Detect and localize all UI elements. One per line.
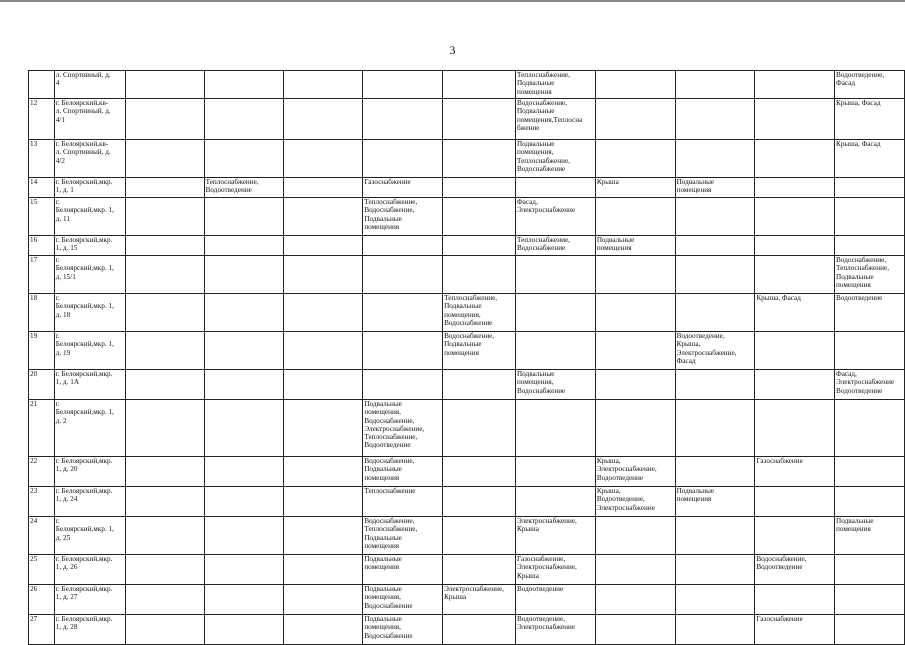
- schedule-cell: [204, 71, 284, 99]
- schedule-cell: [675, 256, 755, 294]
- schedule-cell: [515, 99, 595, 140]
- schedule-cell: [125, 198, 204, 236]
- work-types-text: Подвальные помещения, Водоснабжение, Электроснабжение, Теплоснабжение, Водоотведение: [364, 400, 425, 450]
- work-types-text: Газоснабжение: [756, 457, 803, 465]
- schedule-cell: [755, 370, 835, 400]
- schedule-cell: [675, 615, 755, 645]
- work-types-text: Крыша, Водоотведение, Электроснабжение: [596, 487, 655, 512]
- schedule-cell: [835, 487, 905, 517]
- schedule-cell: [515, 294, 595, 332]
- address-cell: [54, 332, 125, 370]
- table-row: [29, 236, 905, 256]
- work-types-text: Газоснабжение: [756, 615, 803, 623]
- schedule-cell: [284, 370, 363, 400]
- schedule-cell: [835, 99, 905, 140]
- row-number: [29, 370, 55, 400]
- schedule-cell: [515, 517, 595, 555]
- schedule-cell: [125, 585, 204, 615]
- row-number: [29, 256, 55, 294]
- row-number: [29, 555, 55, 585]
- schedule-cell: [515, 332, 595, 370]
- address-cell: [54, 400, 125, 457]
- schedule-cell: [363, 71, 443, 99]
- schedule-cell: [755, 400, 835, 457]
- schedule-cell: [363, 140, 443, 178]
- schedule-cell: [595, 370, 675, 400]
- schedule-cell: [443, 294, 516, 332]
- schedule-cell: [595, 585, 675, 615]
- schedule-cell: [125, 256, 204, 294]
- schedule-cell: [443, 71, 516, 99]
- table-row: [29, 555, 905, 585]
- schedule-cell: [204, 236, 284, 256]
- schedule-cell: [204, 400, 284, 457]
- row-number-text: 16: [30, 236, 38, 244]
- row-number: [29, 400, 55, 457]
- schedule-cell: [835, 555, 905, 585]
- address-cell: [54, 517, 125, 555]
- work-types-text: Газоснабжение, Электроснабжение, Крыша: [516, 555, 577, 580]
- schedule-cell: [204, 370, 284, 400]
- schedule-cell: [515, 487, 595, 517]
- work-types-text: Водоснабжение, Водоотведение: [756, 555, 807, 572]
- table-row: [29, 198, 905, 236]
- overhaul-schedule-table: [28, 70, 905, 645]
- work-types-text: Подвальные помещения, Водоснабжение: [516, 370, 566, 395]
- work-types-text: Теплоснабжение, Подвальные помещения, Водоснабжение: [444, 294, 498, 327]
- schedule-cell: [125, 457, 204, 487]
- work-types-text: Водоснабжение, Подвальные помещения: [364, 457, 415, 482]
- table-row: [29, 585, 905, 615]
- row-number-text: 21: [30, 400, 38, 408]
- schedule-cell: [363, 370, 443, 400]
- work-types-text: Водоотведение: [516, 585, 564, 593]
- schedule-cell: [443, 198, 516, 236]
- schedule-cell: [284, 294, 363, 332]
- row-number: [29, 140, 55, 178]
- schedule-cell: [125, 517, 204, 555]
- schedule-cell: [755, 294, 835, 332]
- schedule-cell: [835, 140, 905, 178]
- schedule-cell: [835, 71, 905, 99]
- work-types-text: Подвальные помещения: [364, 555, 402, 572]
- schedule-cell: [284, 99, 363, 140]
- schedule-cell: [204, 457, 284, 487]
- schedule-cell: [443, 178, 516, 198]
- schedule-cell: [515, 457, 595, 487]
- address-cell: [54, 140, 125, 178]
- row-number: [29, 615, 55, 645]
- row-number-text: 26: [30, 585, 38, 593]
- address-cell: [54, 256, 125, 294]
- schedule-cell: [515, 400, 595, 457]
- schedule-cell: [675, 99, 755, 140]
- address-cell: [54, 71, 125, 99]
- schedule-cell: [204, 487, 284, 517]
- schedule-cell: [515, 71, 595, 99]
- work-types-text: Подвальные помещения, Теплоснабжение, Водоснабжение: [516, 140, 570, 173]
- schedule-cell: [443, 332, 516, 370]
- address-cell: [54, 585, 125, 615]
- schedule-cell: [675, 294, 755, 332]
- schedule-cell: [595, 332, 675, 370]
- schedule-cell: [835, 332, 905, 370]
- schedule-cell: [363, 256, 443, 294]
- work-types-text: Водоотведение: [836, 294, 883, 302]
- row-number: [29, 457, 55, 487]
- schedule-cell: [755, 555, 835, 585]
- schedule-cell: [363, 236, 443, 256]
- schedule-cell: [443, 457, 516, 487]
- schedule-cell: [595, 615, 675, 645]
- schedule-cell: [595, 256, 675, 294]
- address-text: г. Белоярский,мкр. 1, д. 15: [55, 236, 113, 253]
- schedule-cell: [125, 332, 204, 370]
- schedule-cell: [443, 487, 516, 517]
- schedule-cell: [443, 585, 516, 615]
- schedule-cell: [363, 585, 443, 615]
- schedule-cell: [204, 332, 284, 370]
- schedule-cell: [835, 370, 905, 400]
- schedule-cell: [443, 99, 516, 140]
- address-text: г. Белоярский,мкр. 1, д. 2: [55, 400, 114, 425]
- schedule-cell: [675, 555, 755, 585]
- table-row: [29, 370, 905, 400]
- schedule-cell: [125, 140, 204, 178]
- schedule-cell: [284, 71, 363, 99]
- address-text: г. Белоярский,мкр. 1, д. 19: [55, 332, 114, 357]
- row-number: [29, 294, 55, 332]
- address-text: г. Белоярский,мкр. 1, д. 15/1: [55, 256, 114, 281]
- work-types-text: Теплоснабжение, Водоотведение: [205, 178, 259, 195]
- row-number: [29, 99, 55, 140]
- row-number: [29, 585, 55, 615]
- schedule-cell: [675, 400, 755, 457]
- schedule-cell: [755, 198, 835, 236]
- schedule-cell: [595, 140, 675, 178]
- row-number: [29, 236, 55, 256]
- address-cell: [54, 236, 125, 256]
- schedule-cell: [835, 400, 905, 457]
- schedule-cell: [515, 140, 595, 178]
- schedule-cell: [755, 457, 835, 487]
- schedule-cell: [204, 555, 284, 585]
- row-number-text: 17: [30, 256, 38, 264]
- schedule-cell: [125, 99, 204, 140]
- work-types-text: Теплоснабжение, Водоснабжение, Подвальные помещения: [364, 198, 418, 231]
- table-row: [29, 487, 905, 517]
- address-cell: [54, 370, 125, 400]
- row-number-text: 22: [30, 457, 38, 465]
- schedule-cell: [443, 140, 516, 178]
- work-types-text: Теплоснабжение, Водоснабжение: [516, 236, 570, 253]
- schedule-cell: [755, 140, 835, 178]
- row-number: [29, 517, 55, 555]
- row-number-text: 25: [30, 555, 38, 563]
- schedule-cell: [755, 178, 835, 198]
- address-text: г. Белоярский,мкр. 1, д. 28: [55, 615, 113, 632]
- work-types-text: Крыша, Электроснабжение, Водоотведение: [596, 457, 657, 482]
- schedule-cell: [595, 517, 675, 555]
- table-row: [29, 140, 905, 178]
- schedule-cell: [835, 256, 905, 294]
- address-text: л. Спортивный, д. 4: [55, 71, 111, 88]
- schedule-cell: [284, 555, 363, 585]
- schedule-cell: [363, 517, 443, 555]
- schedule-cell: [515, 615, 595, 645]
- work-types-text: Теплоснабжение, Подвальные помещения: [516, 71, 570, 96]
- row-number: [29, 198, 55, 236]
- work-types-text: Водоснабжение, Теплоснабжение, Подвальные помещения: [364, 517, 418, 550]
- schedule-cell: [515, 178, 595, 198]
- table-row: [29, 294, 905, 332]
- work-types-text: Водоснабжение, Подвальные помещения: [444, 332, 495, 357]
- table-row: [29, 99, 905, 140]
- schedule-cell: [755, 585, 835, 615]
- schedule-cell: [204, 198, 284, 236]
- work-types-text: Подвальные помещения: [596, 236, 635, 253]
- schedule-cell: [755, 236, 835, 256]
- schedule-cell: [204, 517, 284, 555]
- work-types-text: Водоотведение, Крыша, Электроснабжение, Фасад: [676, 332, 737, 365]
- schedule-cell: [125, 294, 204, 332]
- work-types-text: Крыша: [596, 178, 619, 186]
- schedule-cell: [835, 517, 905, 555]
- schedule-cell: [755, 615, 835, 645]
- work-types-text: Подвальные помещения: [676, 178, 715, 195]
- schedule-cell: [363, 99, 443, 140]
- work-types-text: Подвальные помещения: [836, 517, 874, 534]
- address-cell: [54, 487, 125, 517]
- schedule-cell: [595, 400, 675, 457]
- schedule-cell: [125, 178, 204, 198]
- schedule-cell: [515, 198, 595, 236]
- row-number-text: 18: [30, 294, 38, 302]
- schedule-cell: [515, 256, 595, 294]
- schedule-cell: [363, 400, 443, 457]
- schedule-cell: [363, 487, 443, 517]
- schedule-cell: [595, 487, 675, 517]
- work-types-text: Фасад, Электроснабжение: [516, 198, 576, 215]
- schedule-cell: [675, 236, 755, 256]
- table-row: [29, 332, 905, 370]
- address-text: г. Белоярский,мкр. 1, д. 1А: [55, 370, 113, 387]
- schedule-cell: [755, 99, 835, 140]
- schedule-cell: [755, 517, 835, 555]
- schedule-cell: [595, 71, 675, 99]
- work-types-text: Крыша, Фасад: [756, 294, 801, 302]
- schedule-cell: [755, 487, 835, 517]
- schedule-cell: [363, 198, 443, 236]
- schedule-cell: [675, 140, 755, 178]
- schedule-cell: [443, 555, 516, 585]
- schedule-cell: [443, 615, 516, 645]
- schedule-cell: [284, 178, 363, 198]
- schedule-cell: [125, 555, 204, 585]
- address-text: г. Белоярский,мкр. 1, д. 18: [55, 294, 114, 319]
- schedule-cell: [595, 236, 675, 256]
- schedule-cell: [675, 487, 755, 517]
- address-text: г. Белоярский,мкр. 1, д. 27: [55, 585, 113, 602]
- address-text: г. Белоярский,мкр. 1, д. 20: [55, 457, 113, 474]
- schedule-cell: [595, 198, 675, 236]
- schedule-cell: [595, 99, 675, 140]
- row-number-text: 20: [30, 370, 38, 378]
- schedule-cell: [284, 487, 363, 517]
- schedule-cell: [363, 332, 443, 370]
- address-cell: [54, 294, 125, 332]
- address-text: г. Белоярский,мкр. 1, д. 25: [55, 517, 114, 542]
- work-types-text: Теплоснабжение: [364, 487, 416, 495]
- work-types-text: Подвальные помещения, Водоснабжение: [364, 615, 413, 640]
- address-text: г. Белоярский,мкр. 1, д. 11: [55, 198, 114, 223]
- schedule-cell: [125, 370, 204, 400]
- work-types-text: Водоотведение, Электроснабжение: [516, 615, 576, 632]
- schedule-cell: [835, 585, 905, 615]
- table-row: [29, 400, 905, 457]
- schedule-cell: [284, 615, 363, 645]
- work-types-text: Подвальные помещения, Водоснабжение: [364, 585, 413, 610]
- address-cell: [54, 457, 125, 487]
- address-cell: [54, 99, 125, 140]
- schedule-cell: [284, 517, 363, 555]
- schedule-cell: [204, 585, 284, 615]
- schedule-cell: [675, 370, 755, 400]
- schedule-cell: [204, 140, 284, 178]
- table-row: [29, 256, 905, 294]
- row-number-text: 19: [30, 332, 38, 340]
- schedule-cell: [284, 457, 363, 487]
- schedule-cell: [125, 236, 204, 256]
- schedule-cell: [443, 256, 516, 294]
- schedule-cell: [204, 99, 284, 140]
- work-types-text: Водоотведение, Фасад: [836, 71, 885, 88]
- row-number: [29, 178, 55, 198]
- schedule-cell: [675, 198, 755, 236]
- schedule-cell: [204, 178, 284, 198]
- schedule-cell: [443, 400, 516, 457]
- schedule-cell: [675, 585, 755, 615]
- schedule-cell: [835, 178, 905, 198]
- schedule-cell: [443, 236, 516, 256]
- schedule-cell: [675, 517, 755, 555]
- schedule-cell: [125, 400, 204, 457]
- work-types-text: Водоснабжение, Теплоснабжение, Подвальные помещения: [836, 256, 889, 289]
- schedule-cell: [363, 178, 443, 198]
- row-number-text: 23: [30, 487, 38, 495]
- address-text: г. Белоярский,мкр. 1, д. 24: [55, 487, 113, 504]
- schedule-cell: [675, 178, 755, 198]
- schedule-cell: [595, 178, 675, 198]
- schedule-cell: [835, 457, 905, 487]
- table-row: [29, 71, 905, 99]
- schedule-cell: [363, 457, 443, 487]
- schedule-cell: [284, 198, 363, 236]
- address-cell: [54, 178, 125, 198]
- schedule-cell: [835, 198, 905, 236]
- schedule-cell: [443, 370, 516, 400]
- schedule-cell: [125, 487, 204, 517]
- work-types-text: Фасад, Электроснабжение Водоотведение: [836, 370, 895, 395]
- schedule-cell: [755, 332, 835, 370]
- schedule-cell: [755, 256, 835, 294]
- schedule-cell: [515, 585, 595, 615]
- address-text: г. Белоярский,мкр. 1, д. 1: [55, 178, 113, 195]
- schedule-cell: [363, 555, 443, 585]
- schedule-cell: [363, 294, 443, 332]
- schedule-cell: [595, 555, 675, 585]
- schedule-cell: [595, 294, 675, 332]
- address-text: г. Белоярский,кв- л. Спортивный, д. 4/2: [55, 140, 111, 165]
- schedule-cell: [835, 294, 905, 332]
- schedule-cell: [284, 256, 363, 294]
- row-number: [29, 71, 55, 99]
- work-types-text: Крыша, Фасад: [836, 140, 881, 148]
- schedule-cell: [204, 615, 284, 645]
- row-number-text: 27: [30, 615, 38, 623]
- schedule-cell: [125, 615, 204, 645]
- schedule-cell: [284, 400, 363, 457]
- page-number: 3: [449, 43, 456, 57]
- work-types-text: Подвальные помещения: [676, 487, 715, 504]
- row-number-text: 24: [30, 517, 38, 525]
- work-types-text: Водоснабжение, Подвальные помещения,Теплосна бжение: [516, 99, 583, 132]
- table-row: [29, 178, 905, 198]
- row-number-text: 12: [30, 99, 38, 107]
- scan-top-edge: [0, 0, 905, 2]
- schedule-cell: [363, 615, 443, 645]
- schedule-cell: [125, 71, 204, 99]
- address-cell: [54, 615, 125, 645]
- schedule-cell: [835, 236, 905, 256]
- row-number-text: 13: [30, 140, 38, 148]
- schedule-cell: [284, 236, 363, 256]
- work-types-text: Электроснабжение, Крыша: [444, 585, 504, 602]
- schedule-cell: [284, 585, 363, 615]
- address-cell: [54, 555, 125, 585]
- schedule-cell: [675, 457, 755, 487]
- schedule-cell: [443, 517, 516, 555]
- work-types-text: Газоснабжение: [364, 178, 411, 186]
- schedule-cell: [284, 140, 363, 178]
- schedule-cell: [675, 71, 755, 99]
- schedule-cell: [515, 236, 595, 256]
- schedule-cell: [595, 457, 675, 487]
- schedule-cell: [755, 71, 835, 99]
- row-number-text: 15: [30, 198, 38, 206]
- schedule-cell: [204, 294, 284, 332]
- schedule-cell: [675, 332, 755, 370]
- address-text: г. Белоярский,мкр. 1, д. 26: [55, 555, 113, 572]
- work-types-text: Электроснабжение, Крыша: [516, 517, 577, 534]
- row-number: [29, 332, 55, 370]
- schedule-cell: [284, 332, 363, 370]
- schedule-cell: [835, 615, 905, 645]
- table-row: [29, 517, 905, 555]
- row-number-text: 14: [30, 178, 38, 186]
- address-text: г. Белоярский,кв- л. Спортивный, д. 4/1: [55, 99, 111, 124]
- table-row: [29, 615, 905, 645]
- work-types-text: Крыша, Фасад: [836, 99, 881, 107]
- schedule-cell: [204, 256, 284, 294]
- row-number: [29, 487, 55, 517]
- table-row: [29, 457, 905, 487]
- schedule-cell: [515, 370, 595, 400]
- schedule-cell: [515, 555, 595, 585]
- address-cell: [54, 198, 125, 236]
